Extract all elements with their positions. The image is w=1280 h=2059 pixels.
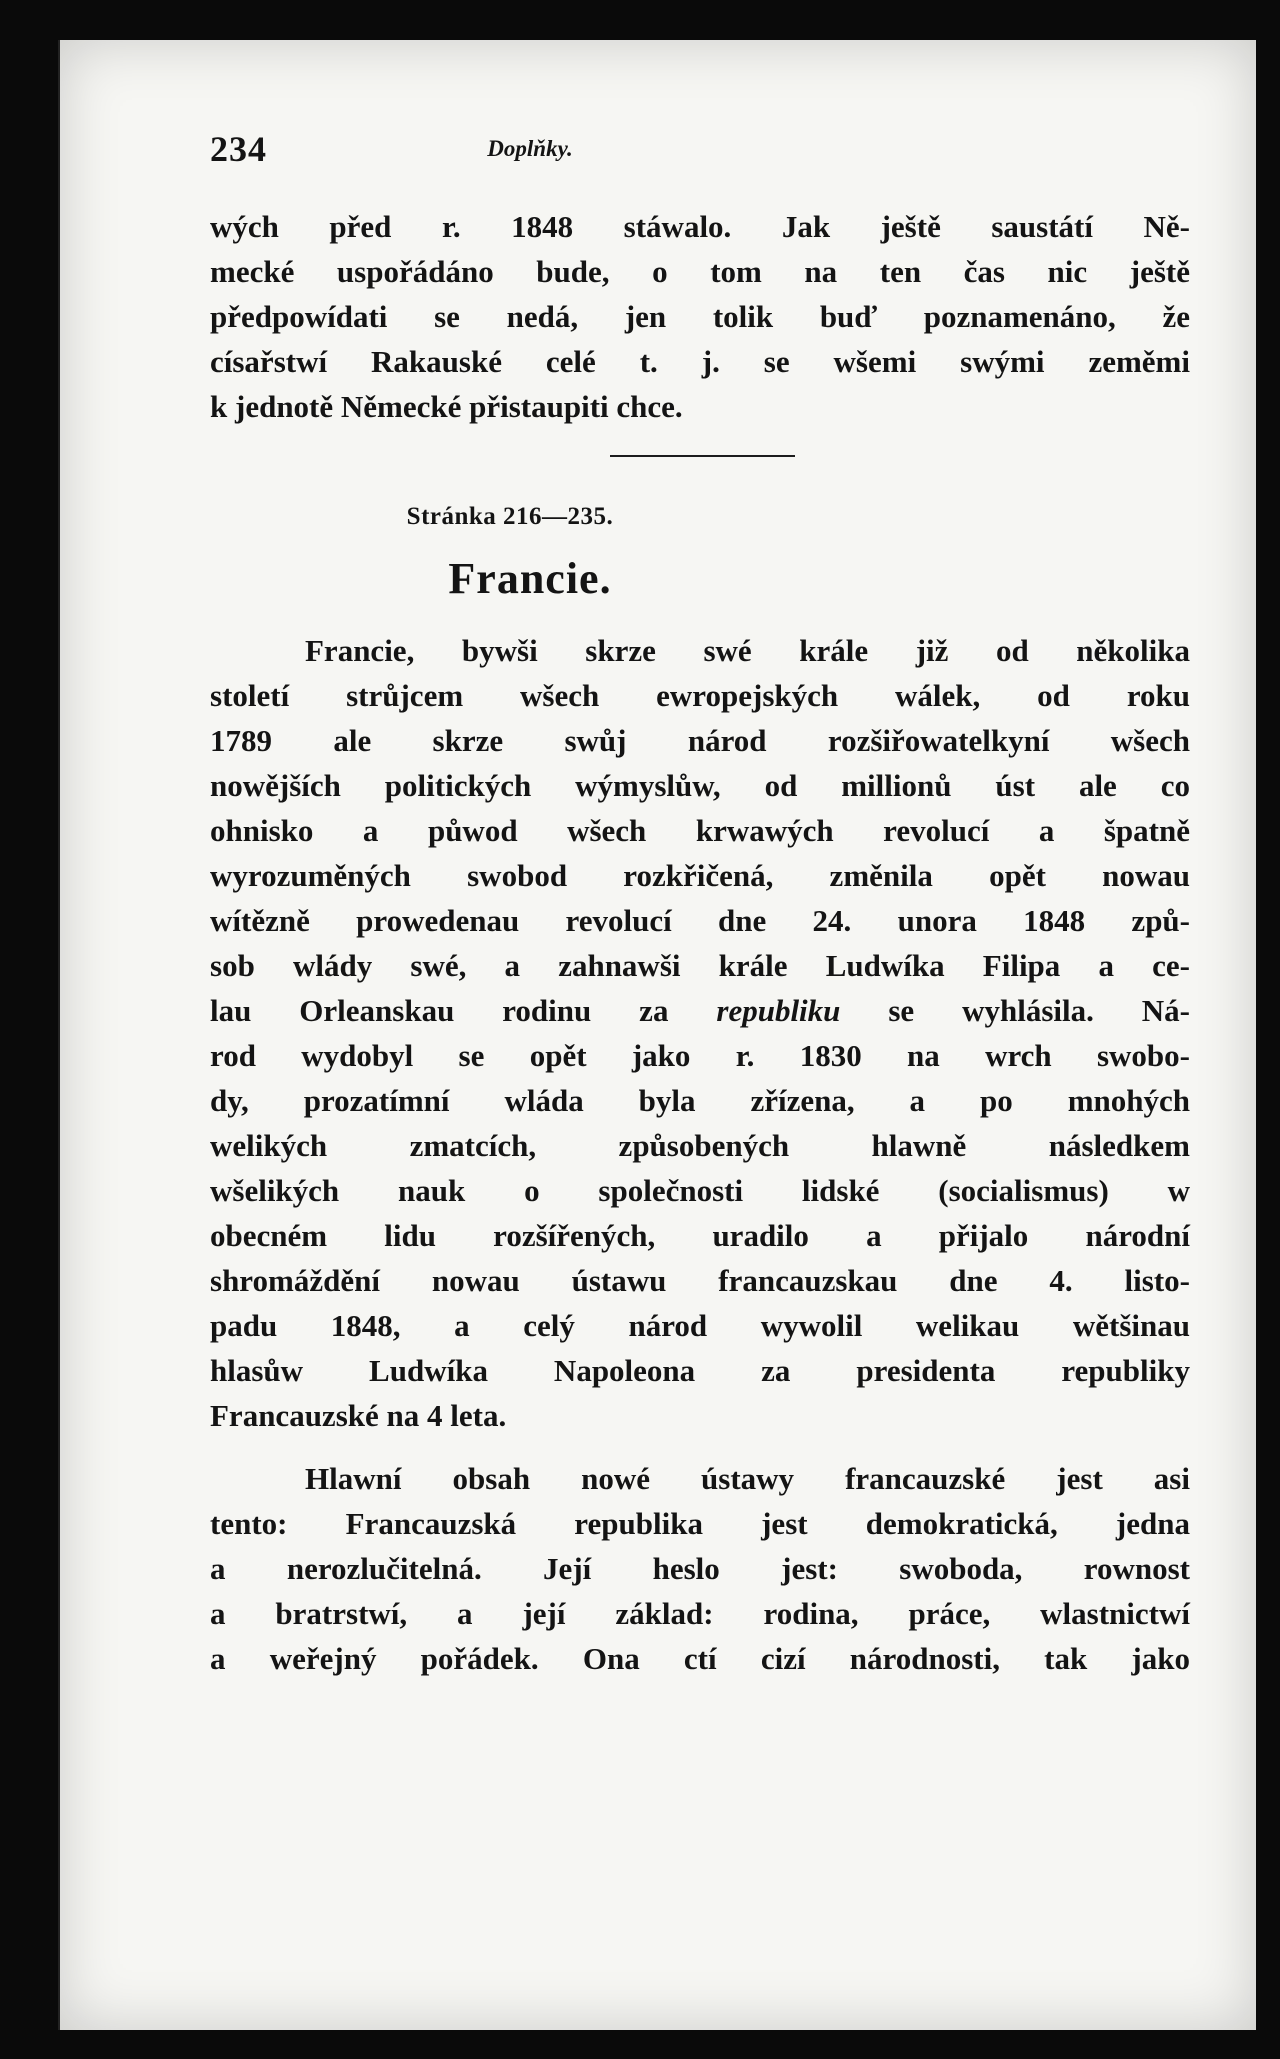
text-line: wšelikých nauk o společnosti lidské (socialismus) w	[210, 1173, 1190, 1208]
text-line: a weřejný pořádek. Ona ctí cizí národnosti, tak jako	[210, 1641, 1190, 1676]
page-text	[210, 128, 1210, 1681]
text-line: k jednotě Německé přistaupiti chce.	[210, 389, 683, 424]
text-line: předpowídati se nedá, jen tolik buď poznamenáno, že	[210, 299, 1190, 334]
text-line: Hlawní obsah nowé ústawy francauzské jest asi	[305, 1461, 1190, 1496]
text-line: hlasůw Ludwíka Napoleona za presidenta republiky	[210, 1353, 1190, 1388]
running-head: Doplňky.	[487, 136, 573, 161]
section-title: Francie.	[448, 554, 612, 603]
text-line: sob wlády swé, a zahnawši krále Ludwíka Filipa a ce-	[210, 948, 1190, 983]
text-line: ohnisko a půwod wšech krwawých revolucí a špatně	[210, 813, 1190, 848]
text-line: Francie, bywši skrze swé krále již od několika	[305, 633, 1190, 668]
text-line: wých před r. 1848 stáwalo. Jak ještě saustátí Ně-	[210, 209, 1190, 244]
text-line: a bratrstwí, a její základ: rodina, práce, wlastnictwí	[210, 1596, 1190, 1631]
text-line: století strůjcem wšech ewropejských wálek, od roku	[210, 678, 1190, 713]
text-line: welikých zmatcích, způsobených hlawně následkem	[210, 1128, 1190, 1163]
text-line-with-italic: lau Orleanskau rodinu za republiku se wyhlásila. Ná-	[210, 993, 1190, 1028]
text-line: dy, prozatímní wláda byla zřízena, a po mnohých	[210, 1083, 1190, 1118]
text-line: padu 1848, a celý národ wywolil welikau wětšinau	[210, 1308, 1190, 1343]
text-line: císařstwí Rakauské celé t. j. se wšemi swými zeměmi	[210, 344, 1190, 379]
text-line: obecném lidu rozšířených, uradilo a přijalo národní	[210, 1218, 1190, 1253]
text-line: rod wydobyl se opět jako r. 1830 na wrch swobo-	[210, 1038, 1190, 1073]
book-page	[58, 40, 1256, 2030]
text-line: 1789 ale skrze swůj národ rozšiřowatelkyní wšech	[210, 723, 1190, 758]
page-reference: Stránka 216—235.	[406, 503, 614, 530]
section-divider	[610, 455, 795, 457]
text-line: tento: Francauzská republika jest demokratická, jedna	[210, 1506, 1190, 1541]
text-line: mecké uspořádáno bude, o tom na ten čas nic ještě	[210, 254, 1190, 289]
italic-word: republiku	[716, 993, 841, 1028]
text-line: a nerozlučitelná. Její heslo jest: swoboda, rownost	[210, 1551, 1190, 1586]
text-line: wyrozuměných swobod rozkřičená, změnila opět nowau	[210, 858, 1190, 893]
text-line: wítězně prowedenau revolucí dne 24. unora 1848 způ-	[210, 903, 1190, 938]
intro-paragraph	[210, 204, 1210, 429]
paragraph-gap	[210, 1438, 1210, 1456]
text-line: nowějších politických wýmyslůw, od millionů úst ale co	[210, 768, 1190, 803]
text-line: Francauzské na 4 leta.	[210, 1398, 507, 1433]
page-header	[210, 128, 1210, 168]
paragraph-francie	[210, 628, 1210, 1438]
paragraph-constitution	[210, 1456, 1210, 1681]
page-number: 234	[210, 129, 267, 169]
text-line: shromáždění nowau ústawu francauzskau dne 4. listo-	[210, 1263, 1190, 1298]
